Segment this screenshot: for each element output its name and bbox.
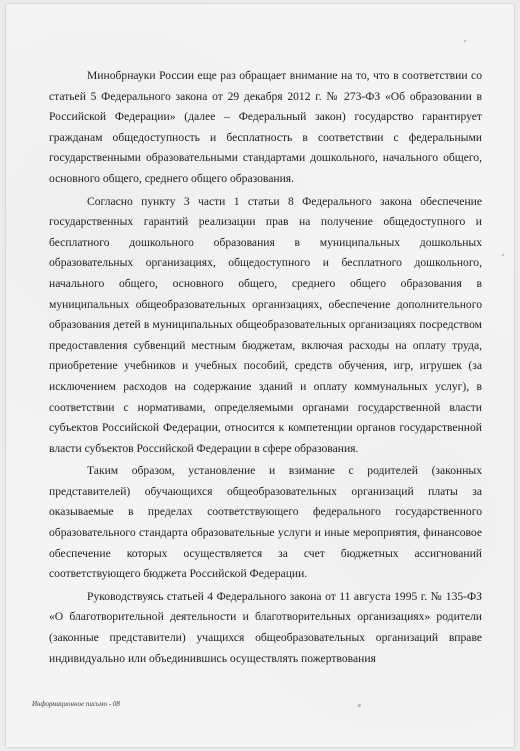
scan-speck — [358, 704, 361, 707]
page-footer: Информационное письмо - 08 — [32, 700, 120, 708]
paragraph-ministry-notice: Минобрнауки России еще раз обращает внимание на то, что в соответствии со статьей 5 Федерального закона от 29 декабря 2012 г. № 273-ФЗ «Об образовании в Российской Федерации» (далее – Федеральный закон) государство гарантирует гражданам общедоступность и бесплатность в соответствии с федеральными государственными образовательными стандартами дошкольного, начального общего, основного общего, среднего общего образования. — [49, 69, 482, 185]
scan-speck — [464, 40, 466, 42]
paragraph-fees: Таким образом, установление и взимание с родителей (законных представителей) обучающихся общеобразовательных организаций платы за оказываемые в пределах соответствующего федерального государственного образовательного стандарта образовательные услуги и иные мероприятия, финансовое обеспечение которых осуществляется за счет бюджетных ассигнований соответствующего бюджета Российской Федерации. — [49, 464, 482, 581]
scan-speck — [502, 254, 504, 256]
paragraph-donations: Руководствуясь статьей 4 Федерального закона от 11 августа 1995 г. № 135-ФЗ «О благотворительной деятельности и благотворительных организациях» родители (законные представители) учащихся общеобразовательных организаций вправе индивидуально или объединившись осуществлять пожертвования — [49, 589, 482, 665]
paragraph-guarantees: Согласно пункту 3 части 1 статьи 8 Федерального закона обеспечение государственных гарантий реализации прав на получение общедоступного и бесплатного дошкольного образования в муниципальных дошкольных образовательных организациях, общедоступного и бесплатного дошкольного, начального общего, основного общего, среднего общего образования в муниципальных общеобразовательных организациях, обеспечение дополнительного образования детей в муниципальных общеобразовательных организациях посредством предоставления субвенций местным бюджетам, включая расходы на оплату труда, приобретение учебников и учебных пособий, средств обучения, игр, игрушек (за исключением расходов на содержание зданий и оплату коммунальных услуг), в соответствии с нормативами, определяемыми органами государственной власти субъектов Российской Федерации, относится к компетенции органов государственной власти субъектов Российской Федерации в сфере образования. — [49, 194, 482, 455]
letter-body — [49, 66, 482, 669]
document-page — [6, 4, 514, 747]
